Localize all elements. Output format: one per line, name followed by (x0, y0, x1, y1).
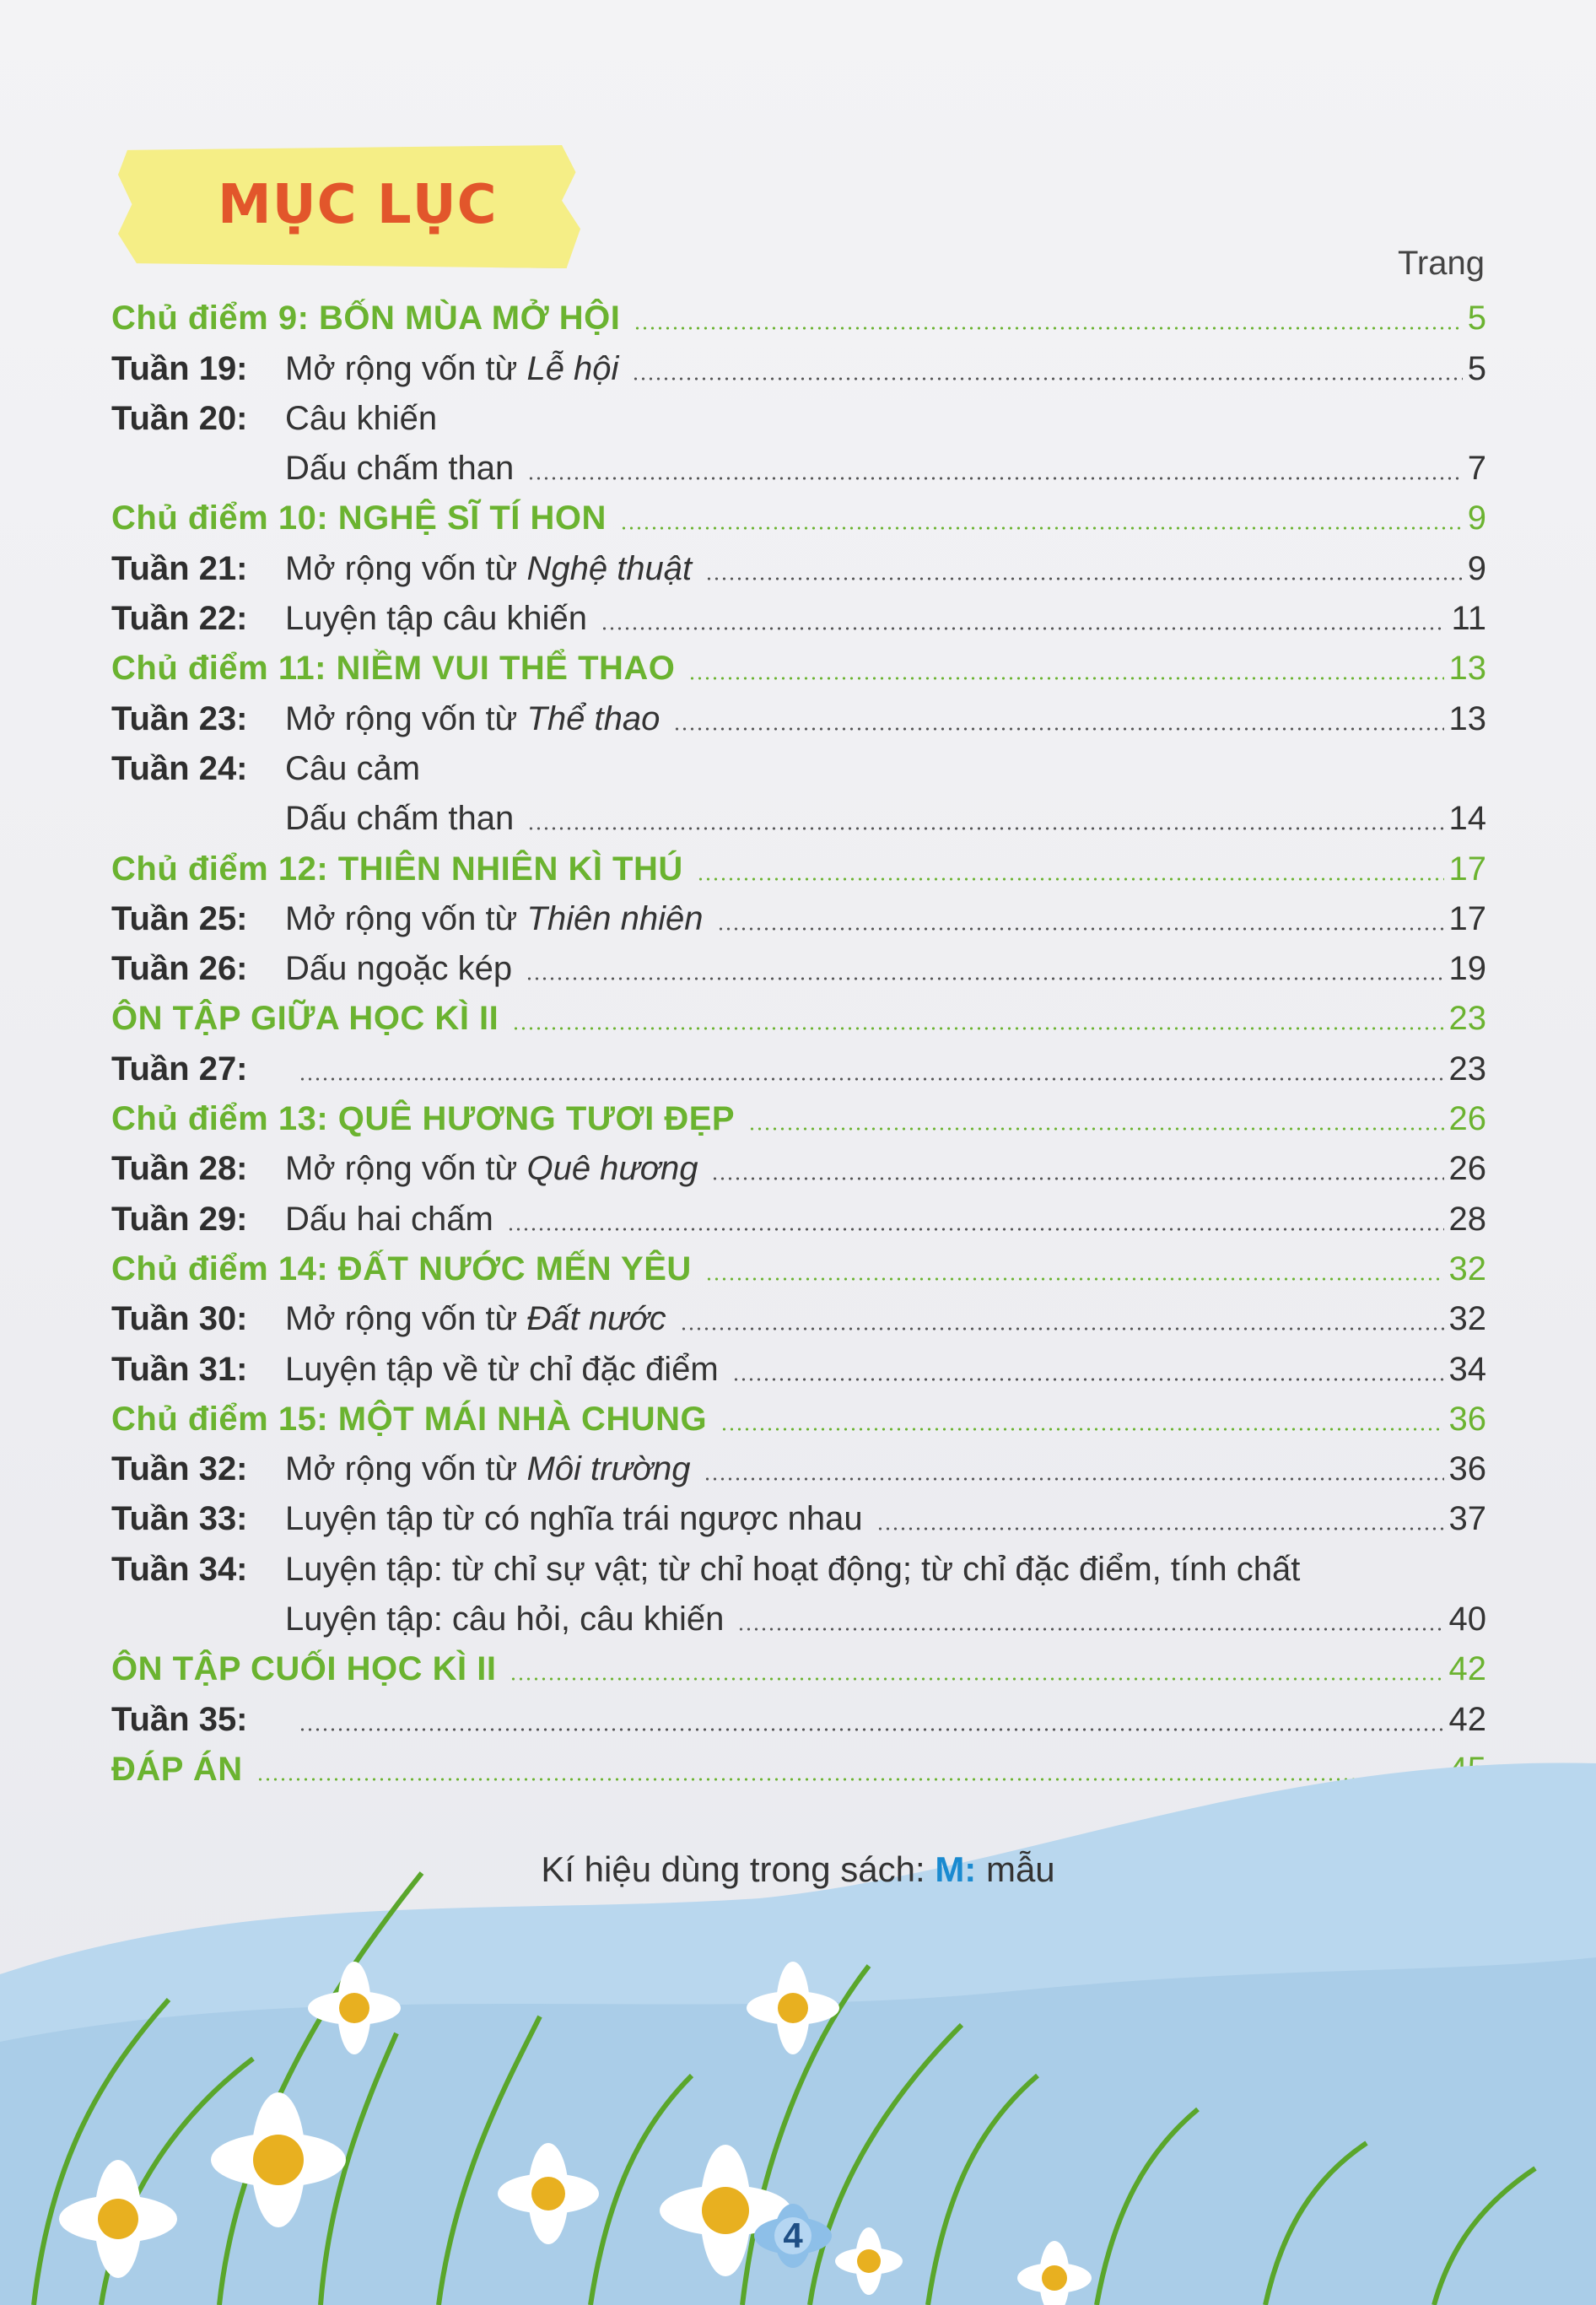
toc-section-row (111, 1393, 1486, 1443)
dot-leader (526, 977, 1443, 980)
toc-entry-row (111, 1042, 1486, 1092)
toc-week: Tuần 22: (111, 600, 248, 638)
dot-leader (634, 327, 1462, 330)
toc-text: Mở rộng vốn từ (285, 699, 527, 737)
toc-page-number: 42 (1448, 1700, 1486, 1738)
toc-label (285, 450, 514, 487)
toc-section-row (111, 642, 1486, 692)
toc-text: ĐÁP ÁN (111, 1750, 243, 1788)
page-number-badge (751, 2202, 835, 2270)
toc-page-number: 13 (1448, 699, 1486, 737)
dot-leader (507, 1228, 1444, 1231)
toc-text-italic: Thiên nhiên (526, 899, 704, 937)
toc-label (111, 1201, 493, 1238)
toc-text: Chủ điểm 15: MỘT MÁI NHÀ CHUNG (111, 1400, 708, 1438)
toc-week: Tuần 33: (111, 1500, 248, 1538)
dot-leader (527, 827, 1443, 830)
dot-leader (717, 927, 1444, 931)
toc-page-number: 11 (1451, 600, 1486, 638)
legend-meaning: mẫu (976, 1849, 1055, 1889)
toc-text-italic: Đất nước (526, 1300, 666, 1338)
toc-label (111, 1500, 863, 1537)
toc-page-number: 17 (1448, 899, 1486, 937)
toc-label (111, 1100, 735, 1137)
toc-week: Tuần 34: (111, 1550, 248, 1588)
toc-page-number: 28 (1448, 1200, 1486, 1238)
dot-leader (876, 1527, 1444, 1530)
toc-entry-row (111, 1542, 1486, 1592)
toc-label (111, 400, 437, 437)
toc-label (111, 1351, 719, 1388)
toc-entry-row (111, 692, 1486, 742)
toc-week: Tuần 31: (111, 1350, 248, 1388)
toc-continuation-row (111, 792, 1486, 842)
toc-page-number: 5 (1467, 300, 1486, 337)
toc-text-italic: Lễ hội (526, 349, 619, 387)
dot-leader (527, 477, 1462, 480)
toc-entry-row (111, 1192, 1486, 1242)
dot-leader (510, 1677, 1443, 1681)
toc-week: Tuần 19: (111, 349, 248, 387)
toc-week: Tuần 30: (111, 1300, 248, 1338)
toc-week: Tuần 20: (111, 399, 248, 437)
toc-page-number: 36 (1448, 1400, 1486, 1438)
table-of-contents (111, 292, 1486, 1793)
toc-text: Mở rộng vốn từ (285, 549, 527, 587)
toc-continuation-row (111, 1593, 1486, 1643)
toc-page-number: 32 (1448, 1300, 1486, 1338)
toc-label (111, 850, 683, 888)
toc-text-italic: Môi trường (526, 1450, 691, 1488)
toc-page-number: 14 (1448, 800, 1486, 838)
toc-label (111, 300, 620, 337)
toc-page-number: 42 (1448, 1650, 1486, 1688)
toc-week: Tuần 24: (111, 749, 248, 787)
toc-section-row (111, 1243, 1486, 1293)
dot-leader (688, 677, 1443, 680)
symbol-legend (0, 1849, 1596, 1890)
dot-leader (299, 1077, 1444, 1081)
dot-leader (720, 1428, 1443, 1431)
toc-text: Luyện tập: câu hỏi, câu khiến (285, 1601, 725, 1638)
toc-label (111, 700, 660, 737)
toc-text: Chủ điểm 12: THIÊN NHIÊN KÌ THÚ (111, 850, 683, 888)
toc-text: Luyện tập về từ chỉ đặc điểm (285, 1350, 719, 1388)
dot-leader (748, 1127, 1443, 1131)
toc-label (111, 499, 607, 537)
toc-entry-row (111, 592, 1486, 642)
toc-text: Chủ điểm 11: NIỀM VUI THỂ THAO (111, 650, 676, 688)
toc-week: Tuần 27: (111, 1050, 248, 1088)
toc-page-number: 26 (1448, 1100, 1486, 1138)
toc-text: Mở rộng vốn từ (285, 349, 527, 387)
dot-leader (620, 526, 1463, 530)
toc-page-number: 19 (1448, 950, 1486, 988)
toc-entry-row (111, 1443, 1486, 1493)
toc-page-number: 9 (1467, 499, 1486, 537)
toc-text: Dấu ngoặc kép (285, 950, 513, 988)
toc-page-number: 36 (1448, 1450, 1486, 1488)
toc-week: Tuần 28: (111, 1150, 248, 1188)
toc-text: Mở rộng vốn từ (285, 1150, 527, 1188)
toc-text: ÔN TẬP CUỐI HỌC KÌ II (111, 1650, 497, 1688)
page-title: MỤC LỤC (218, 174, 498, 236)
toc-week: Tuần 29: (111, 1200, 248, 1238)
toc-text: Dấu chấm than (285, 450, 515, 488)
toc-label (285, 800, 514, 837)
toc-page-number: 32 (1448, 1250, 1486, 1287)
toc-week: Tuần 32: (111, 1450, 248, 1488)
toc-week: Tuần 23: (111, 699, 248, 737)
legend-prefix: Kí hiệu dùng trong sách: (541, 1849, 935, 1889)
toc-section-row (111, 1093, 1486, 1142)
toc-section-row (111, 992, 1486, 1042)
toc-page-number: 23 (1448, 1000, 1486, 1038)
toc-text: Luyện tập từ có nghĩa trái ngược nhau (285, 1500, 863, 1538)
toc-label (111, 600, 587, 637)
toc-page-number: 5 (1467, 349, 1486, 387)
dot-leader (601, 627, 1446, 630)
dot-leader (732, 1378, 1444, 1381)
toc-week: Tuần 35: (111, 1700, 248, 1738)
toc-week: Tuần 21: (111, 549, 248, 587)
toc-entry-row (111, 542, 1486, 591)
toc-page-number: 7 (1467, 450, 1486, 488)
toc-entry-row (111, 942, 1486, 992)
toc-label (111, 1150, 698, 1187)
toc-page-number: 26 (1448, 1150, 1486, 1188)
toc-page-number: 40 (1448, 1601, 1486, 1638)
toc-section-row (111, 292, 1486, 342)
toc-week: Tuần 25: (111, 899, 248, 937)
dot-leader (704, 1477, 1443, 1481)
toc-text-italic: Thể thao (526, 699, 661, 737)
toc-text: Câu cảm (285, 749, 421, 787)
toc-text: Mở rộng vốn từ (285, 899, 527, 937)
toc-entry-row (111, 342, 1486, 391)
toc-entry-row (111, 1342, 1486, 1392)
toc-label (111, 950, 512, 987)
dot-leader (632, 377, 1462, 381)
legend-symbol: M: (935, 1849, 977, 1889)
toc-section-row (111, 492, 1486, 542)
toc-label (111, 750, 420, 787)
toc-entry-row (111, 1142, 1486, 1192)
toc-text: Chủ điểm 9: BỐN MÙA MỞ HỘI (111, 300, 621, 337)
toc-label (111, 650, 675, 687)
toc-label (285, 1601, 724, 1638)
toc-label (111, 350, 618, 387)
toc-label (111, 1050, 285, 1088)
toc-label (111, 1300, 666, 1337)
toc-text: Mở rộng vốn từ (285, 1300, 527, 1338)
toc-label (111, 1650, 496, 1687)
toc-entry-row (111, 742, 1486, 792)
dot-leader (705, 577, 1463, 580)
dot-leader (512, 1027, 1443, 1030)
toc-text: Chủ điểm 10: NGHỆ SĨ TÍ HON (111, 499, 607, 537)
toc-label (111, 550, 692, 587)
toc-text-italic: Nghệ thuật (526, 549, 693, 587)
toc-section-row (111, 842, 1486, 892)
toc-text: Luyện tập câu khiến (285, 600, 588, 638)
toc-text: Luyện tập: từ chỉ sự vật; từ chỉ hoạt động; từ chỉ đặc điểm, tính chất (285, 1550, 1301, 1588)
toc-page-number: 9 (1467, 549, 1486, 587)
dot-leader (673, 727, 1443, 731)
toc-continuation-row (111, 442, 1486, 492)
page-number: 4 (783, 2216, 803, 2255)
toc-label (111, 1250, 692, 1287)
toc-section-row (111, 1643, 1486, 1692)
dot-leader (705, 1277, 1444, 1281)
toc-entry-row (111, 1293, 1486, 1342)
toc-text: Dấu chấm than (285, 800, 515, 838)
toc-label (111, 1551, 1300, 1588)
toc-page-number: 17 (1448, 850, 1486, 888)
toc-text-italic: Quê hương (526, 1150, 698, 1188)
toc-entry-row (111, 1493, 1486, 1542)
toc-page-number: 37 (1448, 1500, 1486, 1538)
dot-leader (697, 877, 1444, 881)
toc-label (111, 1450, 690, 1487)
dot-leader (737, 1628, 1443, 1631)
toc-label (111, 1000, 499, 1037)
toc-page-number: 13 (1448, 650, 1486, 688)
toc-text: Câu khiến (285, 399, 438, 437)
toc-page-number: 23 (1448, 1050, 1486, 1088)
toc-text: Chủ điểm 14: ĐẤT NƯỚC MẾN YÊU (111, 1250, 692, 1287)
page-column-label: Trang (1397, 245, 1485, 282)
toc-entry-row (111, 392, 1486, 442)
toc-label (111, 900, 704, 937)
dot-leader (680, 1327, 1444, 1331)
toc-page-number: 34 (1448, 1350, 1486, 1388)
toc-label (111, 1401, 707, 1438)
dot-leader (711, 1177, 1443, 1180)
toc-text: Mở rộng vốn từ (285, 1450, 527, 1488)
toc-text: Dấu hai chấm (285, 1200, 493, 1238)
toc-text: Chủ điểm 13: QUÊ HƯƠNG TƯƠI ĐẸP (111, 1100, 736, 1138)
toc-text: ÔN TẬP GIỮA HỌC KÌ II (111, 1000, 499, 1038)
toc-entry-row (111, 893, 1486, 942)
toc-week: Tuần 26: (111, 950, 248, 988)
